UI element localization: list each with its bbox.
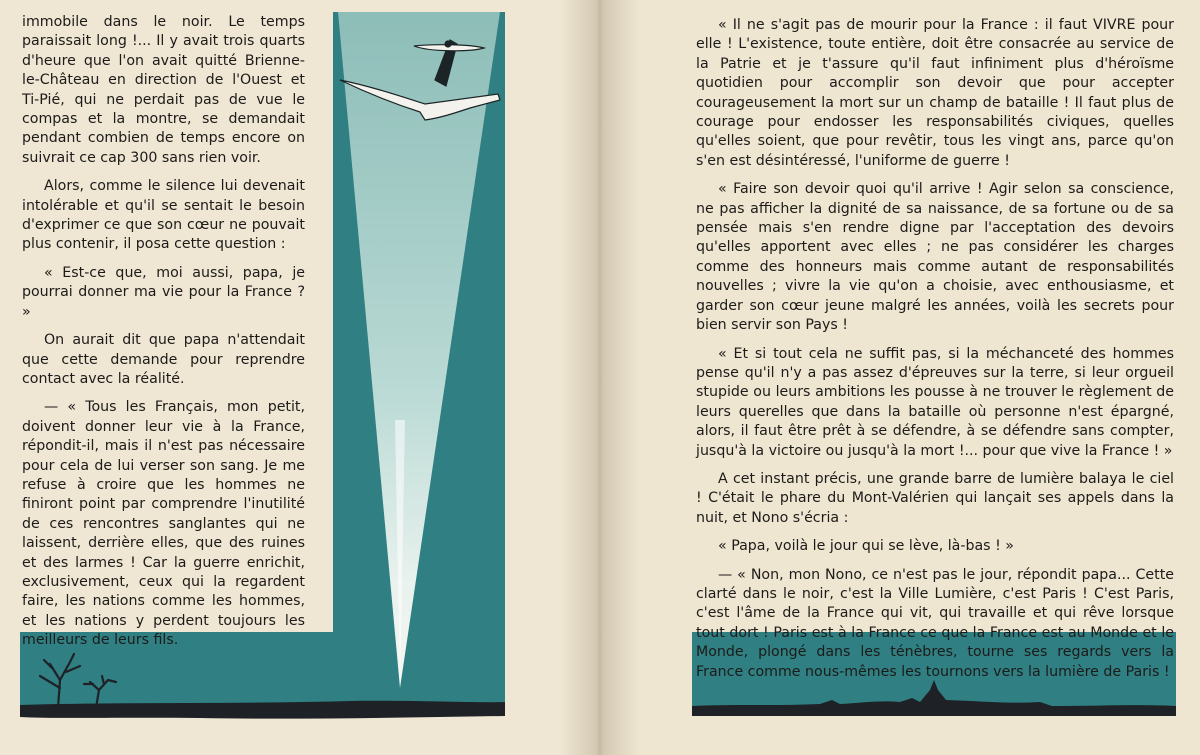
left-page-text — [22, 13, 305, 660]
right-page — [600, 0, 1200, 755]
paragraph: « Papa, voilà le jour qui se lève, là-bas ! » — [718, 538, 1014, 555]
paragraph: Alors, comme le silence lui devenait intolérable et qu'il se sentait le besoin d'exprimer ce que son cœur ne pouvait plus contenir, il posa cette question : — [22, 178, 305, 253]
paragraph: « Est-ce que, moi aussi, papa, je pourrai donner ma vie pour la France ? » — [22, 264, 305, 320]
paragraph: immobile dans le noir. Le temps paraissait long !... Il y avait trois quarts d'heure que l'on avait quitté Brienne-le-Château en direction de l'Ouest et Ti-Pié, qui ne perdait pas de vue le compas et la montre, se demandait pendant combien de temps encore on suivrait ce cap 300 sans rien voir. — [22, 14, 305, 166]
paragraph: « Faire son devoir quoi qu'il arrive ! Agir selon sa conscience, ne pas afficher la dignité de sa naissance, de sa fortune ou de sa pensée mais s'en rendre digne par l'acceptation des devoirs qu'elles apportent avec elles ; ne pas considérer les charges comme des honneurs mais comme autant de responsabilités nouvelles ; vivre la vie qu'on a choisie, avec enthousiasme, et garder son cœur jeune malgré les années, voilà les secrets pour bien servir son Pays ! — [696, 181, 1174, 334]
paragraph: On aurait dit que papa n'attendait que cette demande pour reprendre contact avec la réalité. — [22, 332, 305, 387]
paragraph: — « Non, mon Nono, ce n'est pas le jour, répondit papa... Cette clarté dans le noir, c'est la Ville Lumière, c'est Paris ! C'est Paris, c'est l'âme de la France qui vit, qui travaille et qui rêve lorsque tout dort ! Paris est à la France ce que la France est au Monde et le Monde, plongé dans les ténèbres, tourne ses regards vers la France comme nous-mêmes les tournons vers la lumière de Paris ! — [696, 566, 1174, 680]
paragraph: A cet instant précis, une grande barre de lumière balaya le ciel ! C'était le phare du Mont-Valérien qui lançait ses appels dans la nuit, et Nono s'écria : — [696, 470, 1174, 526]
right-page-text — [696, 16, 1174, 691]
paragraph: « Il ne s'agit pas de mourir pour la France : il faut VIVRE pour elle ! L'existence, toute entière, doit être consacrée au service de la Patrie et je t'assure qu'il faut infiniment plus d'héroïsme quotidien pour accomplir son devoir que pour accepter courageusement la mort sur un champ de bataille ! Il faut plus de courage pour endosser les responsabilités civiques, quelles qu'elles soient, que pour revêtir, tous les vingt ans, parce qu'on s'en est désintéressé, l'uniforme de guerre ! — [696, 17, 1174, 169]
paragraph: — « Tous les Français, mon petit, doivent donner leur vie à la France, répondit-il, mais il n'est pas nécessaire pour cela de lui verser son sang. Je me refuse à croire que les hommes ne finiront point par comprendre l'inutilité de ces rencontres sanglantes qui ne laissent, derrière elles, que des ruines et des larmes ! Car la guerre enrichit, exclusivement, ceux qui la regardent faire, les nations comme les hommes, et les nations y perdent toujours les meilleurs de leurs fils. — [22, 399, 305, 649]
paragraph: « Et si tout cela ne suffit pas, si la méchanceté des hommes pense qu'il n'y a pas assez d'épreuves sur la terre, si leur orgueil stupide ou leurs ambitions les pousse à ne trouver le règlement de leurs querelles que dans la bataille où personne n'est épargné, alors, il faut être prêt à se défendre, à se défendre sans compter, jusqu'à la victoire ou jusqu'à la mort !... pour que vive la France ! » — [696, 345, 1174, 459]
